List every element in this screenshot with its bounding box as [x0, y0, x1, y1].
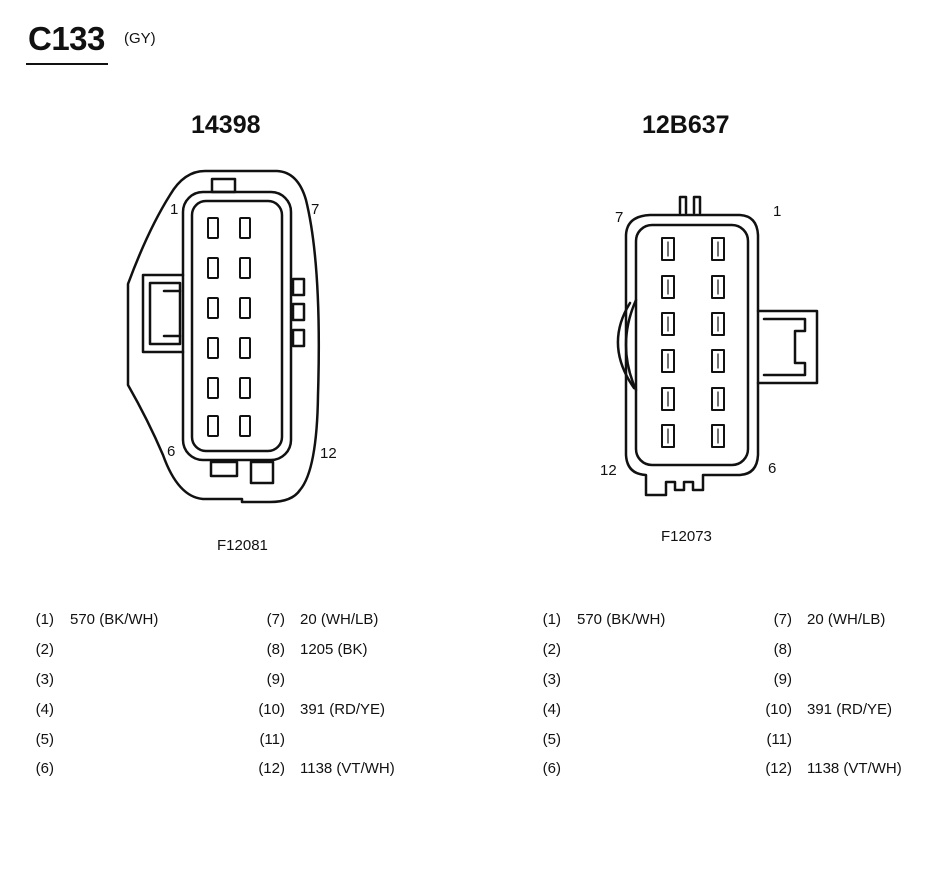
pin-number: (7): [266, 611, 285, 628]
left-connector-drawing: [128, 171, 319, 502]
left-corner-label-bottom-left: 6: [167, 443, 176, 460]
pin-number: (6): [35, 760, 54, 777]
pin-circuit: 1138 (VT/WH): [300, 760, 395, 777]
left-corner-label-top-right: 7: [311, 201, 320, 218]
right-figure-id: F12073: [661, 528, 712, 545]
right-corner-label-top-right: 1: [773, 203, 782, 220]
right-connector-latch: [758, 311, 817, 383]
pin-number: (7): [773, 611, 792, 628]
right-connector-terminals: [662, 238, 724, 447]
pin-circuit: 20 (WH/LB): [807, 611, 886, 628]
left-connector-terminals: [208, 218, 250, 436]
right-connector-housing: [636, 225, 748, 465]
right-terminal-col-left: [662, 238, 674, 447]
pin-number: (9): [266, 671, 285, 688]
left-part-number: 14398: [191, 111, 261, 139]
pin-circuit: 1205 (BK): [300, 641, 368, 658]
pin-number: (8): [266, 641, 285, 658]
pin-circuit: 570 (BK/WH): [577, 611, 666, 628]
pin-circuit: 391 (RD/YE): [807, 701, 893, 718]
left-corner-label-top-left: 1: [170, 201, 179, 218]
pin-number: (3): [35, 671, 54, 688]
pin-circuit: 570 (BK/WH): [70, 611, 159, 628]
right-corner-label-bottom-right: 6: [768, 460, 777, 477]
pin-number: (1): [542, 611, 561, 628]
pin-number: (5): [542, 731, 561, 748]
left-figure-id: F12081: [217, 537, 268, 554]
pin-circuit: 20 (WH/LB): [300, 611, 379, 628]
pin-number: (12): [258, 760, 285, 777]
left-connector-cavity-area: [192, 201, 282, 451]
pin-number: (12): [765, 760, 792, 777]
pin-number: (2): [542, 641, 561, 658]
connector-title: C133: [28, 20, 105, 57]
pin-number: (11): [766, 731, 792, 748]
right-part-number: 12B637: [642, 111, 730, 139]
right-connector-drawing: [618, 197, 817, 495]
left-connector-housing: [183, 192, 291, 460]
right-corner-label-bottom-left: 12: [600, 462, 617, 479]
right-corner-label-top-left: 7: [615, 209, 624, 226]
pin-number: (4): [35, 701, 54, 718]
pin-number: (6): [542, 760, 561, 777]
connector-color-code: (GY): [124, 30, 156, 47]
pin-number: (3): [542, 671, 561, 688]
pin-number: (5): [35, 731, 54, 748]
pin-number: (1): [35, 611, 54, 628]
left-corner-label-bottom-right: 12: [320, 445, 337, 462]
right-connector-shell: [626, 215, 758, 495]
pin-number: (8): [773, 641, 792, 658]
pin-number: (11): [259, 731, 285, 748]
right-terminal-col-right: [712, 238, 724, 447]
pin-number: (4): [542, 701, 561, 718]
pin-number: (10): [765, 701, 792, 718]
pin-circuit: 391 (RD/YE): [300, 701, 386, 718]
pin-number: (10): [258, 701, 285, 718]
pin-number: (9): [773, 671, 792, 688]
pin-circuit: 1138 (VT/WH): [807, 760, 902, 777]
pin-number: (2): [35, 641, 54, 658]
